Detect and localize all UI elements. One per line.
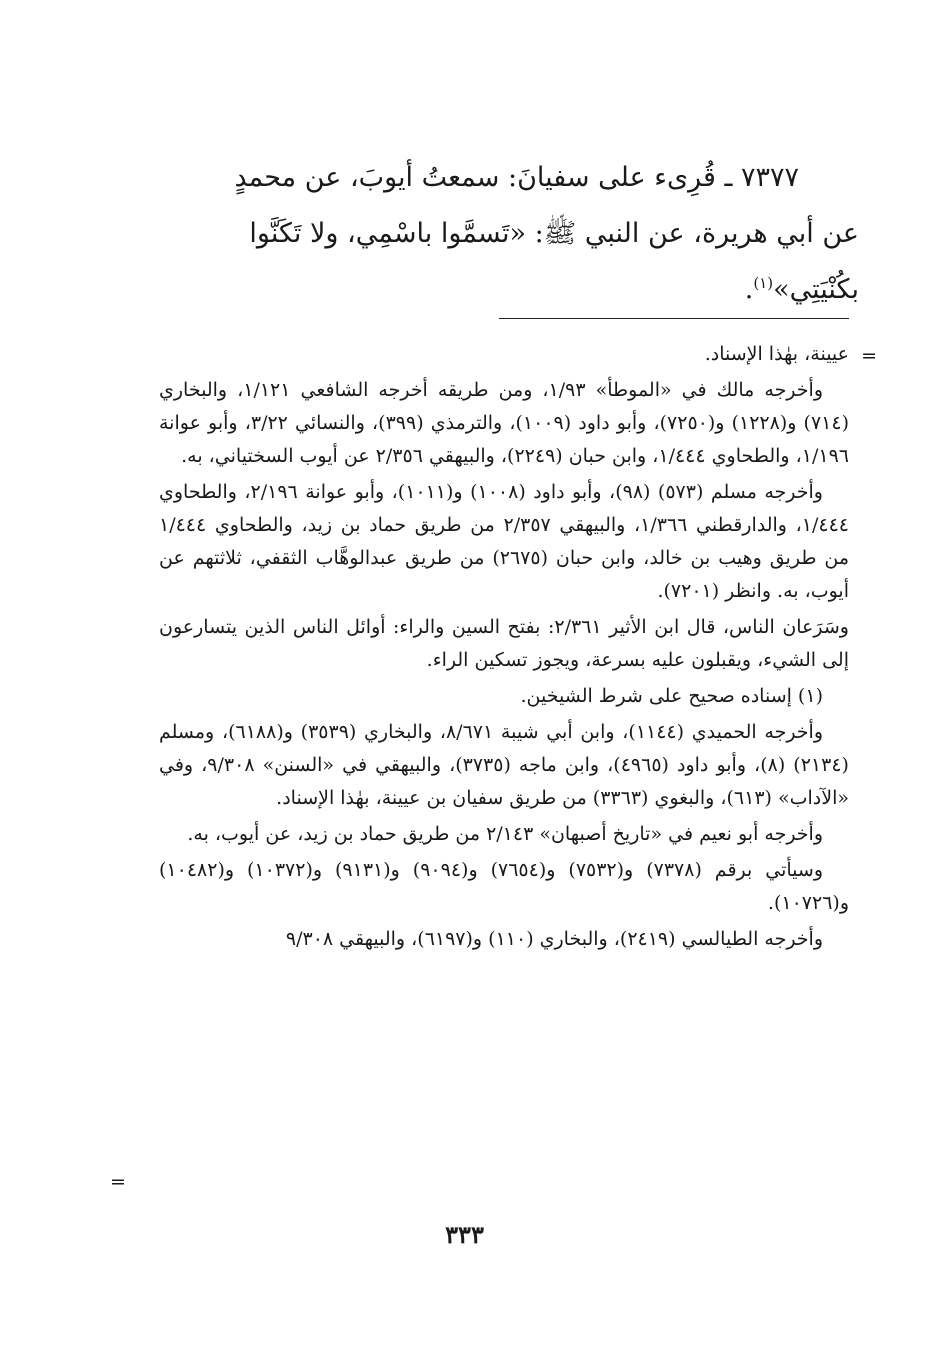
footnote-paragraph: وأخرجه مسلم (٥٧٣) (٩٨)، وأبو داود (١٠٠٨) و(١٠١١)، وأبو عوانة ٢/١٩٦، والطحاوي ١/٤٤٤، والدارقطني ١/٣٦٦، والبيهقي ٢/٣٥٧ من طريق حماد بن زيد، والطحاوي ١/٤٤٤ من طريق وهيب بن خالد، وابن حبان (٢٦٧٥) من طريق عبدالوهَّاب الثقفي، ثلاثتهم عن أيوب، به. وانظر (٧٢٠١).	[159, 481, 849, 602]
hadith-line-1: ٧٣٧٧ ـ قُرِىء على سفيانَ: سمعتُ أيوبَ، عن محمدٍ	[234, 162, 799, 193]
footnote-paragraph: وأخرجه أبو نعيم في «تاريخ أصبهان» ٢/١٤٣ من طريق حماد بن زيد، عن أيوب، به.	[187, 823, 823, 845]
hadith-body: عن أبي هريرة، عن النبي ﷺ: «تَسمَّوا باسْمِي، ولا تَكَنَّوا بكُنْيَتِي»	[249, 218, 859, 305]
footnote-paragraph: وأخرجه الحميدي (١١٤٤)، وابن أبي شيبة ٨/٦٧١، والبخاري (٣٥٣٩) و(٦١٨٨)، ومسلم (٢١٣٤) (٨)، وأبو داود (٤٩٦٥)، وابن ماجه (٣٧٣٥)، والبيهقي في «السنن» ٩/٣٠٨، وفي «الآداب» (٦١٣)، والبغوي (٣٣٦٣) من طريق سفيان بن عيينة، بهٰذا الإسناد.	[159, 721, 849, 809]
footnote-paragraph: وسَرَعان الناس، قال ابن الأثير ٢/٣٦١: بفتح السين والراء: أوائل الناس الذين يتسارعون إلى الشيء، ويقبلون عليه بسرعة، ويجوز تسكين الراء.	[159, 616, 849, 671]
footnote-separator	[499, 318, 849, 319]
footnote-reference: (١)	[753, 274, 774, 292]
hadith-end: .	[744, 274, 754, 305]
hadith-text	[159, 150, 859, 318]
footnote-paragraph: وأخرجه مالك في «الموطأ» ١/٩٣، ومن طريقه أخرجه الشافعي ١/١٢١، والبخاري (٧١٤) و(١٢٢٨) و(٧٢٥٠)، وأبو داود (١٠٠٩)، والترمذي (٣٩٩)، والنسائي ٣/٢٢، وأبو عوانة ١/١٩٦، والطحاوي ١/٤٤٤، وابن حبان (٢٢٤٩)، والبيهقي ٢/٣٥٦ عن أيوب السختياني، به.	[159, 379, 850, 467]
footnote-paragraph: عيينة، بهٰذا الإسناد.	[704, 343, 849, 365]
continuation-mark-bottom: =	[110, 1171, 126, 1193]
hadith-line-2	[159, 206, 859, 318]
page-number: ٣٣٣	[445, 1220, 484, 1249]
footnotes	[159, 338, 849, 959]
footnote-paragraph: وسيأتي برقم (٧٣٧٨) و(٧٥٣٢) و(٧٦٥٤) و(٩٠٩٤) و(٩١٣١) و(١٠٣٧٢) و(١٠٤٨٢) و(١٠٧٢٦).	[159, 859, 849, 914]
continuation-mark-top: =	[861, 345, 877, 367]
footnote-paragraph: (١) إسناده صحيح على شرط الشيخين.	[520, 685, 823, 707]
footnote-paragraph: وأخرجه الطيالسي (٢٤١٩)، والبخاري (١١٠) و(٦١٩٧)، والبيهقي ٩/٣٠٨	[285, 928, 823, 950]
